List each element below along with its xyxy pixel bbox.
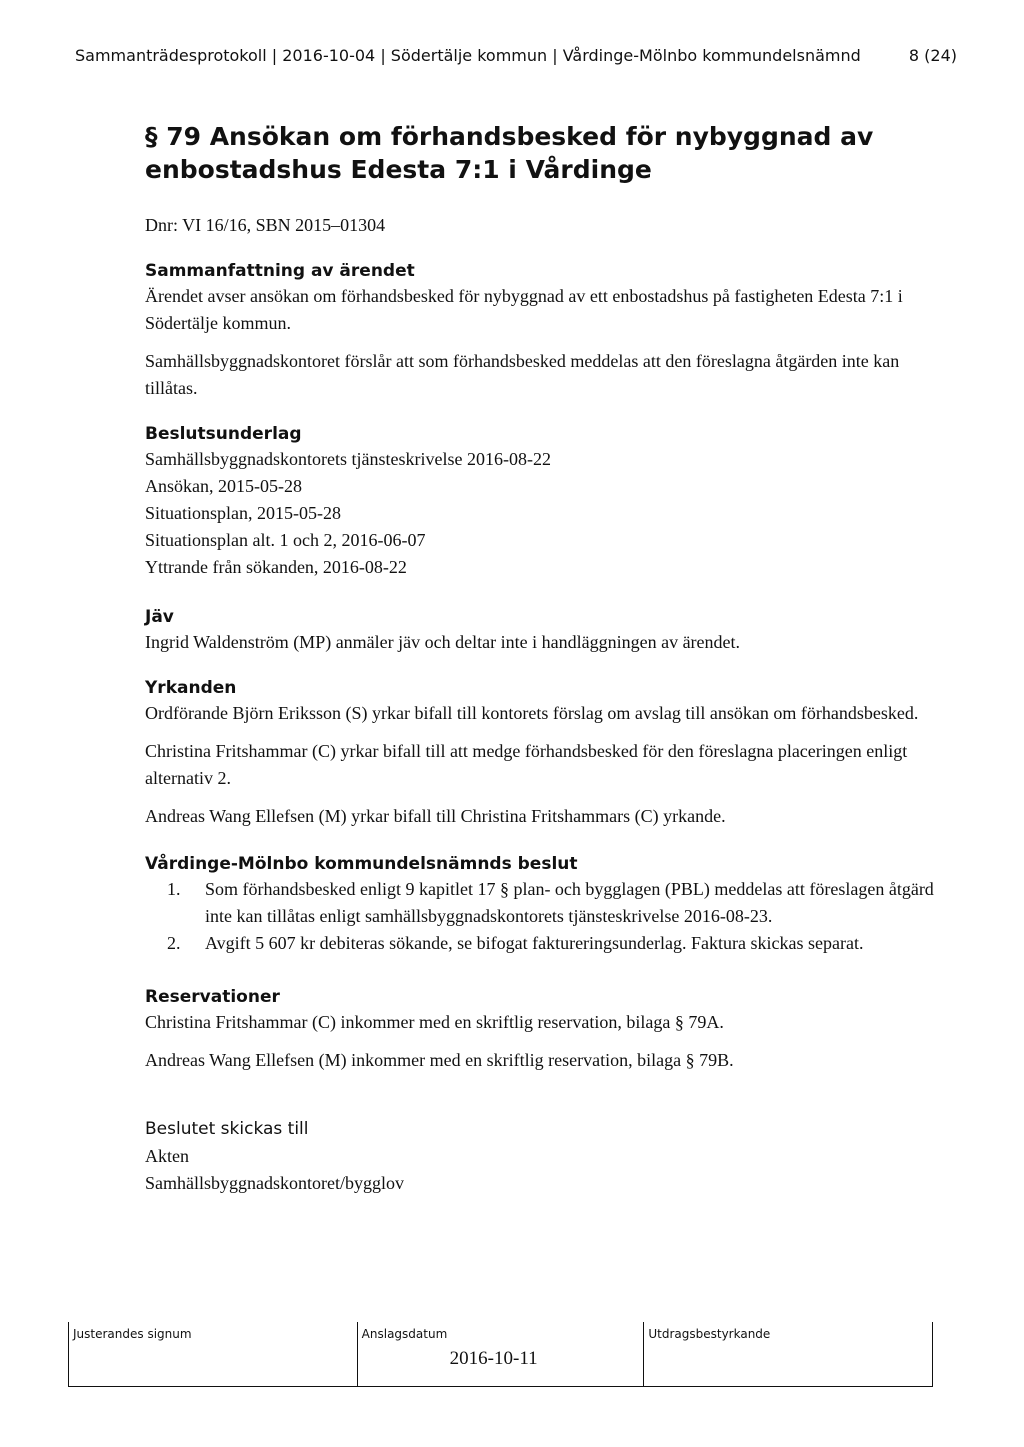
anslagsdatum-label: Anslagsdatum (361, 1327, 448, 1341)
decision-item-text: Avgift 5 607 kr debiteras sökande, se bifogat faktureringsunderlag. Faktura skickas separat. (205, 933, 864, 953)
decision-item-number: 1. (167, 879, 181, 899)
basis-item: Situationsplan alt. 1 och 2, 2016-06-07 (145, 530, 426, 550)
utdragsbestyrkande-label: Utdragsbestyrkande (648, 1327, 771, 1341)
yrkande-paragraph-1: Ordförande Björn Eriksson (S) yrkar bifall till kontorets förslag om avslag till ansökan om förhandsbesked. (145, 703, 919, 723)
justerandes-signum-label: Justerandes signum (73, 1327, 192, 1341)
basis-item: Yttrande från sökanden, 2016-08-22 (145, 557, 407, 577)
sendto-item: Samhällsbyggnadskontoret/bygglov (145, 1173, 404, 1193)
anslagsdatum-value: 2016-10-11 (449, 1348, 538, 1369)
jav-heading: Jäv (145, 607, 174, 627)
decision-item-number: 2. (167, 933, 181, 953)
yrkande-paragraph-2: Christina Fritshammar (C) yrkar bifall till att medge förhandsbesked för den föreslagna placeringen enligt alternativ 2. (145, 741, 908, 788)
decision-list (145, 876, 935, 957)
signature-footer (68, 1322, 933, 1387)
basis-item: Samhällsbyggnadskontorets tjänsteskrivelse 2016-08-22 (145, 449, 551, 469)
summary-paragraph-1: Ärendet avser ansökan om förhandsbesked för nybyggnad av ett enbostadshus på fastigheten Edesta 7:1 i Södertälje kommun. (145, 286, 903, 333)
summary-paragraph-2: Samhällsbyggnadskontoret förslår att som förhandsbesked meddelas att den föreslagna åtgärden inte kan tillåtas. (145, 351, 900, 398)
page-number: 8 (24) (908, 46, 957, 65)
section-title: § 79 Ansökan om förhandsbesked för nybyggnad av enbostadshus Edesta 7:1 i Vårdinge (145, 122, 874, 184)
jav-text: Ingrid Waldenström (MP) anmäler jäv och deltar inte i handläggningen av ärendet. (145, 632, 741, 652)
justerandes-signum-cell (69, 1322, 358, 1386)
basis-item: Ansökan, 2015-05-28 (145, 476, 302, 496)
basis-heading: Beslutsunderlag (145, 424, 302, 444)
anslagsdatum-cell (358, 1322, 645, 1386)
header-meta: Sammanträdesprotokoll | 2016-10-04 | Södertälje kommun | Vårdinge-Mölnbo kommundelsnämnd (75, 46, 861, 65)
utdragsbestyrkande-cell (644, 1322, 933, 1386)
yrkande-paragraph-3: Andreas Wang Ellefsen (M) yrkar bifall till Christina Fritshammars (C) yrkande. (145, 806, 726, 826)
case-number: Dnr: VI 16/16, SBN 2015–01304 (145, 215, 386, 235)
decision-heading: Vårdinge-Mölnbo kommundelsnämnds beslut (145, 854, 578, 874)
running-header (75, 46, 957, 65)
basis-item: Situationsplan, 2015-05-28 (145, 503, 341, 523)
document-body (145, 120, 935, 1197)
yrkanden-heading: Yrkanden (145, 678, 237, 698)
decision-item-text: Som förhandsbesked enligt 9 kapitlet 17 § plan- och bygglagen (PBL) meddelas att föreslagen åtgärd inte kan tillåtas enligt samhällsbyggnadskontorets tjänsteskrivelse 2016-08-23. (205, 879, 934, 926)
reservations-heading: Reservationer (145, 987, 280, 1007)
decision-item (145, 930, 935, 957)
sendto-item: Akten (145, 1146, 189, 1166)
reservation-paragraph-1: Christina Fritshammar (C) inkommer med en skriftlig reservation, bilaga § 79A. (145, 1012, 724, 1032)
summary-heading: Sammanfattning av ärendet (145, 261, 415, 281)
sendto-label: Beslutet skickas till (145, 1119, 309, 1139)
reservation-paragraph-2: Andreas Wang Ellefsen (M) inkommer med en skriftlig reservation, bilaga § 79B. (145, 1050, 734, 1070)
decision-item (145, 876, 935, 930)
